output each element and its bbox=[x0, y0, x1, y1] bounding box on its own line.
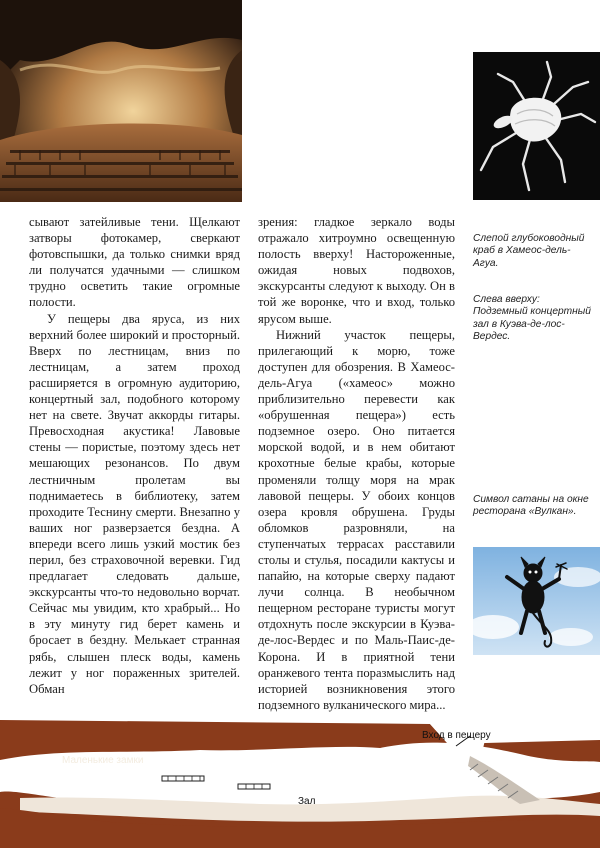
text-column-left bbox=[29, 214, 240, 697]
paragraph: сывают затейливые тени. Щелкают затворы фотокамер, сверкают фотовспышки, да только снимки вряд ли получатся удачными — слишком трудно осветить такие огромные полости. bbox=[29, 215, 240, 310]
paragraph: зрения: гладкое зеркало воды отражало хитроумно освещенную полость вверху! Настороженные, ожидая новых подвохов, экскурсанты следуют к выходу. Он в той же воронке, что и вход, только ярусом выше. bbox=[258, 215, 455, 326]
label-cave-entrance: Вход в пещеру bbox=[422, 730, 491, 741]
crab-illustration bbox=[473, 52, 600, 200]
concert-hall-illustration bbox=[0, 0, 242, 202]
devil-illustration bbox=[473, 547, 600, 655]
devil-symbol-photo bbox=[473, 547, 600, 655]
paragraph: Нижний участок пещеры, прилегающий к морю, тоже доступен для обозрения. В Хамеос-дель-Агуа («хамеос» можно приблизительно перевести как «обрушенная пещера») есть подземное озеро. Оно питается морской водой, и в нем обитают крохотные белые крабы, которые променяли толщу моря на мрак лавовой пещеры. У обоих концов озера кровля обрушена. Груды обломков разровняли, на ступенчатых террасах расставили столы и стулья, посадили кактусы и папайю, на которые сверху падают лучи солнца. В необычном пещерном ресторане туристы могут отдохнуть после экскурсии в Куэва-де-лос-Вердес и по Маль-Паис-де-Корона. И в приятной тени оранжевого тента поразмыслить над историей возникновения этого подземного вулканического мира... bbox=[258, 327, 455, 712]
concert-hall-photo bbox=[0, 0, 242, 202]
label-small-castles: Маленькие замки bbox=[62, 755, 144, 766]
text-column-middle bbox=[258, 214, 455, 713]
caption-crab: Слепой глубоководный краб в Хамеос-дель-Агуа. bbox=[473, 233, 585, 269]
cave-cross-section-diagram bbox=[0, 700, 600, 848]
label-hall: Зал bbox=[298, 796, 316, 807]
bridge-left bbox=[162, 776, 204, 781]
blind-crab-photo bbox=[473, 52, 600, 200]
caption-concert-hall: Слева вверху: Подземный концертный зал в Куэва-де-лос-Вердес. bbox=[473, 294, 591, 343]
paragraph: У пещеры два яруса, из них верхний более широкий и просторный. Вверх по лестницам, вниз по лестницам, а затем проход расширяется в огромную аудиторию, концертный зал, подобного которому нет на свете. Звучат аккорды гитары. Превосходная акустика! Лавовые стены — пористые, поэтому здесь нет мешающих резонансов. По двум лестничным пролетам вы поднимаетесь в библиотеку, затем проходите Теснину смерти. Внезапно у ваших ног разверзается бездна. А впереди всего лишь узкий мостик без перил, без страховочной веревки. Гид предлагает следовать дальше, экскурсанты что-то недовольно ворчат. Сейчас мы увидим, кто храбрый... Но в эту минуту гид берет камень и бросает в бездну. Мелькает странная рябь, слышен плеск воды, камень лежит у ног пораженных зрителей. Обман bbox=[29, 311, 240, 696]
bridge-right bbox=[238, 784, 270, 789]
caption-devil-symbol: Символ сатаны на окне ресторана «Вулкан». bbox=[473, 494, 589, 518]
